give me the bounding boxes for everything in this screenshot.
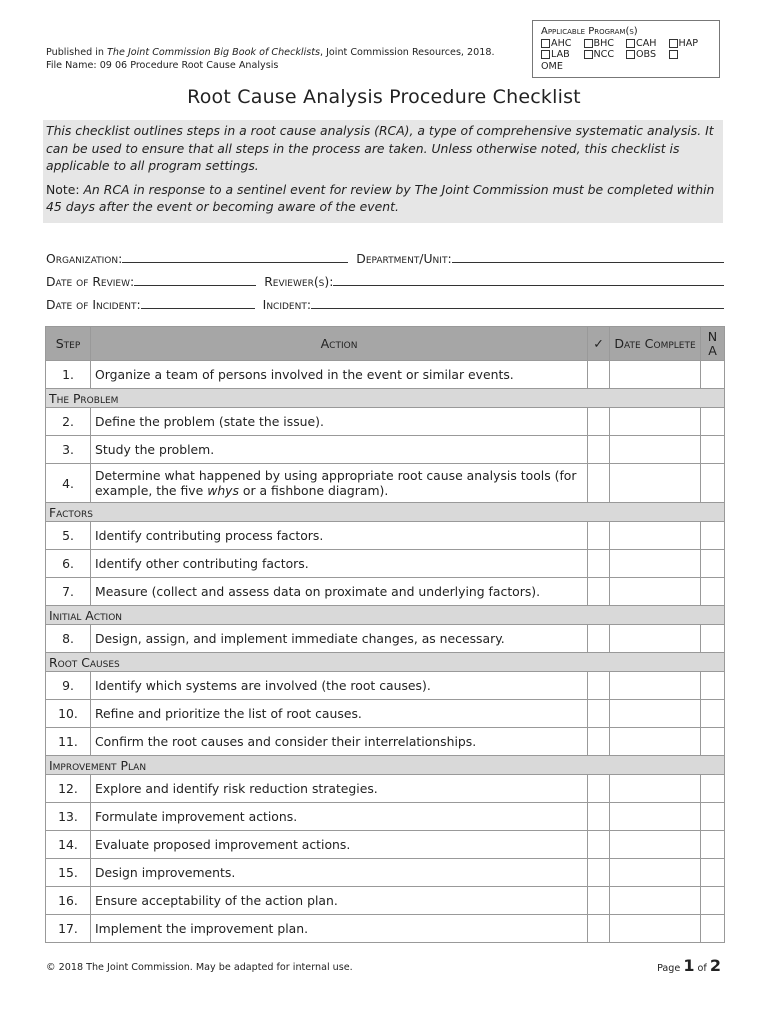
field-row-3 (46, 289, 724, 312)
department-field[interactable] (452, 248, 724, 263)
intro-note: Note: An RCA in response to a sentinel event for review by The Joint Commission must be completed within 45 days after the event or becoming aware of the event. (46, 181, 715, 215)
intro-box (43, 120, 723, 223)
incident-field[interactable] (311, 294, 724, 309)
page-number: Page 1 of 2 (657, 956, 721, 975)
step-number: 2. (46, 408, 91, 436)
step-number: 6. (46, 550, 91, 578)
section-label: The Problem (46, 389, 725, 408)
date-complete-cell[interactable] (610, 700, 701, 728)
step-action: Identify contributing process factors. (91, 522, 588, 550)
col-header-check: ✓ (588, 327, 610, 361)
step-action: Organize a team of persons involved in the event or similar events. (91, 361, 588, 389)
date-complete-cell[interactable] (610, 408, 701, 436)
date-complete-cell[interactable] (610, 550, 701, 578)
step-number: 10. (46, 700, 91, 728)
step-number: 4. (46, 464, 91, 503)
published-line: Published in The Joint Commission Big Book of Checklists, Joint Commission Resources, 2018. (46, 47, 495, 58)
check-cell[interactable] (588, 578, 610, 606)
section-header-row (46, 653, 725, 672)
na-cell[interactable] (701, 464, 725, 503)
step-number: 8. (46, 625, 91, 653)
step-action: Refine and prioritize the list of root causes. (91, 700, 588, 728)
step-action: Identify other contributing factors. (91, 550, 588, 578)
check-cell[interactable] (588, 361, 610, 389)
check-cell[interactable] (588, 464, 610, 503)
check-cell[interactable] (588, 700, 610, 728)
form-fields (46, 243, 724, 312)
step-number: 9. (46, 672, 91, 700)
file-name: File Name: 09 06 Procedure Root Cause Analysis (46, 60, 279, 71)
table-row (46, 672, 725, 700)
section-header-row (46, 606, 725, 625)
section-label: Root Causes (46, 653, 725, 672)
step-number: 1. (46, 361, 91, 389)
reviewers-field[interactable] (333, 271, 724, 286)
check-cell[interactable] (588, 915, 610, 943)
na-cell[interactable] (701, 361, 725, 389)
table-row (46, 915, 725, 943)
na-cell[interactable] (701, 831, 725, 859)
copyright: © 2018 The Joint Commission. May be adapted for internal use. (46, 962, 353, 973)
step-number: 14. (46, 831, 91, 859)
section-label: Improvement Plan (46, 756, 725, 775)
table-row (46, 887, 725, 915)
checkbox-obs[interactable] (626, 50, 635, 59)
section-label: Factors (46, 503, 725, 522)
check-cell[interactable] (588, 625, 610, 653)
check-cell[interactable] (588, 859, 610, 887)
programs-title: Applicable Program(s) (541, 26, 638, 37)
checkbox-ahc[interactable] (541, 39, 550, 48)
check-cell[interactable] (588, 831, 610, 859)
checkbox-bhc[interactable] (584, 39, 593, 48)
date-complete-cell[interactable] (610, 464, 701, 503)
table-row (46, 625, 725, 653)
step-action: Measure (collect and assess data on proximate and underlying factors). (91, 578, 588, 606)
book-title: The Joint Commission Big Book of Checklists (107, 47, 320, 58)
check-cell[interactable] (588, 550, 610, 578)
na-cell[interactable] (701, 550, 725, 578)
check-cell[interactable] (588, 522, 610, 550)
step-number: 7. (46, 578, 91, 606)
step-action: Ensure acceptability of the action plan. (91, 887, 588, 915)
step-number: 17. (46, 915, 91, 943)
date-complete-cell[interactable] (610, 915, 701, 943)
checkbox-ome[interactable] (669, 50, 678, 59)
date-complete-cell[interactable] (610, 859, 701, 887)
na-cell[interactable] (701, 915, 725, 943)
date-of-incident-field[interactable] (141, 294, 255, 309)
na-cell[interactable] (701, 436, 725, 464)
step-number: 13. (46, 803, 91, 831)
step-action: Evaluate proposed improvement actions. (91, 831, 588, 859)
checkbox-ncc[interactable] (584, 50, 593, 59)
table-row (46, 803, 725, 831)
reviewers-label: Reviewer(s): (264, 274, 334, 289)
checkbox-hap[interactable] (669, 39, 678, 48)
step-action: Formulate improvement actions. (91, 803, 588, 831)
step-action: Design improvements. (91, 859, 588, 887)
date-of-review-field[interactable] (134, 271, 256, 286)
table-row (46, 859, 725, 887)
publication-info (46, 46, 495, 72)
step-action: Confirm the root causes and consider their interrelationships. (91, 728, 588, 756)
date-complete-cell[interactable] (610, 831, 701, 859)
step-action: Design, assign, and implement immediate changes, as necessary. (91, 625, 588, 653)
field-row-1 (46, 243, 724, 266)
date-of-review-label: Date of Review: (46, 274, 135, 289)
date-complete-cell[interactable] (610, 522, 701, 550)
step-number: 3. (46, 436, 91, 464)
step-action: Determine what happened by using appropriate root cause analysis tools (for example, the five whys or a fishbone diagram). (91, 464, 588, 503)
step-number: 11. (46, 728, 91, 756)
checkbox-lab[interactable] (541, 50, 550, 59)
check-cell[interactable] (588, 887, 610, 915)
check-cell[interactable] (588, 775, 610, 803)
step-number: 15. (46, 859, 91, 887)
na-cell[interactable] (701, 522, 725, 550)
col-header-date-complete: Date Complete (610, 327, 701, 361)
step-number: 5. (46, 522, 91, 550)
date-complete-cell[interactable] (610, 887, 701, 915)
check-cell[interactable] (588, 803, 610, 831)
check-cell[interactable] (588, 436, 610, 464)
table-row (46, 831, 725, 859)
date-of-incident-label: Date of Incident: (46, 297, 141, 312)
table-row (46, 550, 725, 578)
section-header-row (46, 756, 725, 775)
col-header-action: Action (91, 327, 588, 361)
section-header-row (46, 389, 725, 408)
date-complete-cell[interactable] (610, 361, 701, 389)
na-cell[interactable] (701, 803, 725, 831)
na-cell[interactable] (701, 859, 725, 887)
date-complete-cell[interactable] (610, 672, 701, 700)
step-action: Define the problem (state the issue). (91, 408, 588, 436)
step-action: Implement the improvement plan. (91, 915, 588, 943)
table-row (46, 775, 725, 803)
na-cell[interactable] (701, 700, 725, 728)
programs-row-1: AHC BHC CAH HAP (541, 38, 711, 50)
incident-label: Incident: (262, 297, 312, 312)
table-row (46, 464, 725, 503)
step-action: Identify which systems are involved (the root causes). (91, 672, 588, 700)
organization-label: Organization: (46, 251, 123, 266)
na-cell[interactable] (701, 672, 725, 700)
col-header-na: N A (701, 327, 725, 361)
organization-field[interactable] (122, 248, 348, 263)
check-cell[interactable] (588, 408, 610, 436)
step-number: 12. (46, 775, 91, 803)
table-header-row (46, 327, 725, 361)
department-label: Department/Unit: (356, 251, 452, 266)
table-row (46, 522, 725, 550)
step-action: Explore and identify risk reduction strategies. (91, 775, 588, 803)
date-complete-cell[interactable] (610, 775, 701, 803)
checklist-table (45, 326, 725, 943)
date-complete-cell[interactable] (610, 578, 701, 606)
na-cell[interactable] (701, 728, 725, 756)
step-action: Study the problem. (91, 436, 588, 464)
section-header-row (46, 503, 725, 522)
check-cell[interactable] (588, 672, 610, 700)
table-row (46, 408, 725, 436)
na-cell[interactable] (701, 578, 725, 606)
date-complete-cell[interactable] (610, 625, 701, 653)
date-complete-cell[interactable] (610, 803, 701, 831)
table-row (46, 436, 725, 464)
intro-text: This checklist outlines steps in a root cause analysis (RCA), a type of comprehensive systematic analysis. It can be used to ensure that all steps in the process are taken. Unless otherwise noted, this checklist is applicable to all program settings. (46, 123, 714, 174)
table-row (46, 361, 725, 389)
na-cell[interactable] (701, 625, 725, 653)
step-number: 16. (46, 887, 91, 915)
na-cell[interactable] (701, 408, 725, 436)
na-cell[interactable] (701, 887, 725, 915)
field-row-2 (46, 266, 724, 289)
na-cell[interactable] (701, 775, 725, 803)
check-cell[interactable] (588, 728, 610, 756)
date-complete-cell[interactable] (610, 436, 701, 464)
applicable-programs-box (532, 20, 720, 78)
col-header-step: Step (46, 327, 91, 361)
table-row (46, 700, 725, 728)
date-complete-cell[interactable] (610, 728, 701, 756)
programs-row-3: OME (541, 60, 563, 72)
table-row (46, 728, 725, 756)
checkbox-cah[interactable] (626, 39, 635, 48)
section-label: Initial Action (46, 606, 725, 625)
programs-row-2: LAB NCC OBS (541, 49, 711, 61)
page-title: Root Cause Analysis Procedure Checklist (187, 86, 581, 108)
table-row (46, 578, 725, 606)
